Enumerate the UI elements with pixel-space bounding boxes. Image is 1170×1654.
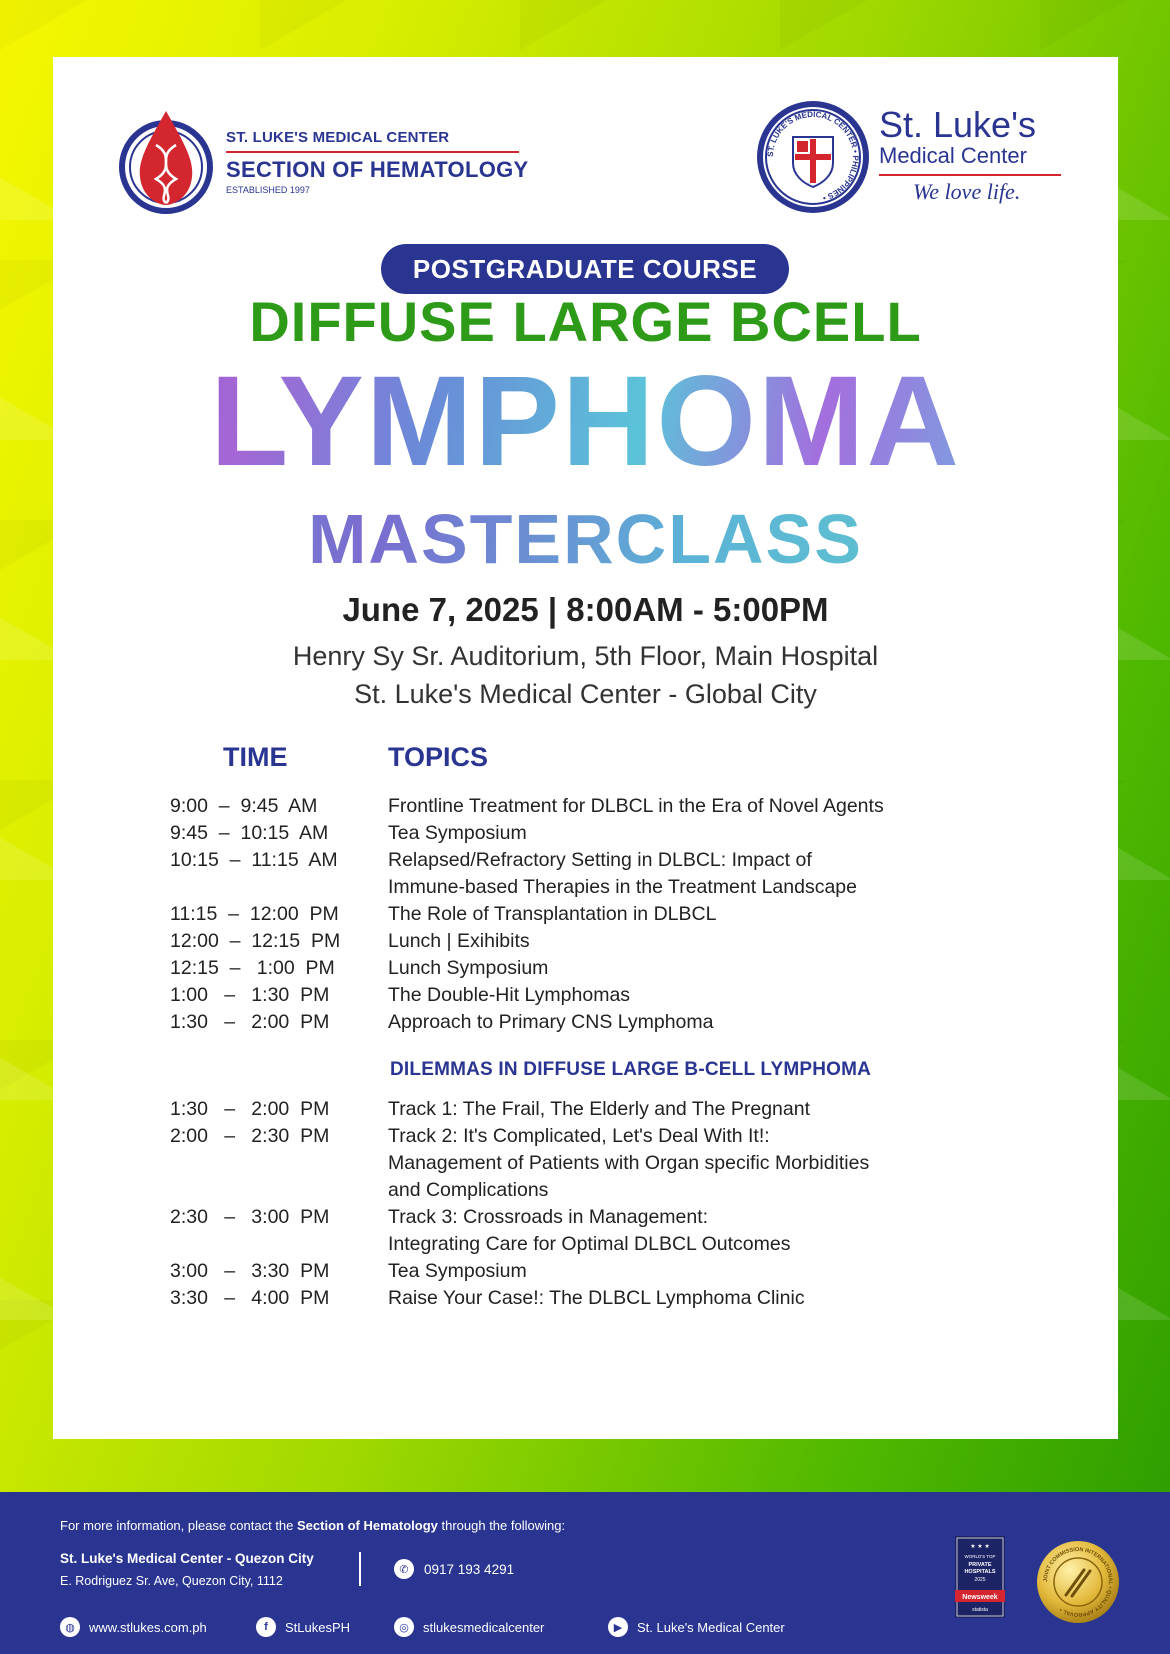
hematology-org: ST. LUKE'S MEDICAL CENTER: [226, 129, 450, 146]
session-topic: [388, 1009, 908, 1036]
topic-line: Track 3: Crossroads in Management:: [388, 1206, 709, 1228]
newsweek-line1: WORLD'S TOP: [964, 1554, 996, 1559]
schedule-row: [53, 928, 1118, 955]
youtube-link[interactable]: [608, 1617, 785, 1637]
website-text: www.stlukes.com.ph: [89, 1619, 207, 1635]
jci-gold-seal-icon: [1036, 1540, 1120, 1624]
phone-number: 0917 193 4291: [424, 1561, 515, 1577]
topic-line: Immune-based Therapies in the Treatment Landscape: [388, 876, 857, 898]
session-time: 1:30 – 2:00 PM: [170, 1011, 330, 1033]
footer: [0, 1492, 1170, 1654]
topic-line: Approach to Primary CNS Lymphoma: [388, 1011, 714, 1033]
session-time: 11:15 – 12:00 PM: [170, 903, 339, 925]
schedule-row: [53, 982, 1118, 1009]
phone-icon: ✆: [394, 1559, 414, 1579]
session-topic: [388, 982, 908, 1009]
schedule-row: [53, 1123, 1118, 1204]
session-time: 12:00 – 12:15 PM: [170, 930, 341, 952]
topic-line: The Role of Transplantation in DLBCL: [388, 903, 717, 925]
newsweek-line2: PRIVATE: [968, 1562, 992, 1568]
session-topic: [388, 901, 908, 928]
newsweek-line3: HOSPITALS: [964, 1569, 996, 1575]
website-link[interactable]: [60, 1617, 207, 1637]
session-time: 2:30 – 3:00 PM: [170, 1206, 330, 1228]
session-topic: [388, 928, 908, 955]
facebook-icon: f: [256, 1617, 276, 1637]
jci-seal-text: JOINT COMMISSION INTERNATIONAL • QUALITY APPROVAL •: [1042, 1546, 1114, 1618]
globe-icon: ◍: [60, 1617, 80, 1637]
dilemmas-header: DILEMMAS IN DIFFUSE LARGE B-CELL LYMPHOMA: [390, 1059, 872, 1080]
slmc-name-line2: Medical Center: [879, 143, 1027, 168]
session-topic: [388, 955, 908, 982]
slmc-seal-icon: [755, 99, 871, 215]
schedule-row: [53, 1009, 1118, 1036]
session-topic: [388, 793, 908, 820]
session-topic: [388, 1258, 908, 1285]
session-topic: [388, 820, 908, 847]
topic-line: Track 2: It's Complicated, Let's Deal With It!:: [388, 1125, 770, 1147]
topic-line: Tea Symposium: [388, 1260, 527, 1282]
location-name: St. Luke's Medical Center - Quezon City: [60, 1551, 314, 1566]
newsweek-year: 2025: [974, 1577, 986, 1583]
topic-line: The Double-Hit Lymphomas: [388, 984, 631, 1006]
hematology-logo: [118, 105, 538, 215]
hematology-section: SECTION OF HEMATOLOGY: [226, 157, 529, 182]
session-topic: [388, 1204, 908, 1258]
schedule-row: [53, 1096, 1118, 1123]
schedule-row: [53, 847, 1118, 901]
morning-schedule: [53, 793, 1118, 1036]
session-topic: [388, 847, 908, 901]
topic-line: Tea Symposium: [388, 822, 527, 844]
youtube-text: St. Luke's Medical Center: [637, 1619, 785, 1635]
topic-line: Relapsed/Refractory Setting in DLBCL: Impact of: [388, 849, 812, 871]
afternoon-schedule: [53, 1096, 1118, 1312]
logo-divider: [226, 151, 519, 153]
schedule-row: [53, 901, 1118, 928]
session-topic: [388, 1285, 908, 1312]
topic-line: and Complications: [388, 1179, 549, 1201]
session-time: 2:00 – 2:30 PM: [170, 1125, 330, 1147]
topic-line: Lunch Symposium: [388, 957, 549, 979]
topic-line: Integrating Care for Optimal DLBCL Outcomes: [388, 1233, 791, 1255]
statista-name: statista: [972, 1607, 988, 1613]
facebook-text: StLukesPH: [285, 1619, 351, 1635]
instagram-text: stlukesmedicalcenter: [423, 1619, 545, 1635]
session-time: 3:30 – 4:00 PM: [170, 1287, 330, 1309]
newsweek-badge-icon: [955, 1536, 1005, 1618]
schedule-row: [53, 1258, 1118, 1285]
session-time: 1:30 – 2:00 PM: [170, 1098, 330, 1120]
topics-header: TOPICS: [388, 742, 489, 772]
footer-intro-tail: through the following:: [437, 1518, 566, 1533]
blood-drop-dna-icon: [118, 105, 214, 215]
hematology-established: ESTABLISHED 1997: [226, 185, 310, 195]
topic-line: Track 1: The Frail, The Elderly and The Pregnant: [388, 1098, 810, 1120]
schedule-row: [53, 1285, 1118, 1312]
session-time: 1:00 – 1:30 PM: [170, 984, 330, 1006]
topic-line: Management of Patients with Organ specific Morbidities: [388, 1152, 870, 1174]
schedule-row: [53, 955, 1118, 982]
slmc-logo: [755, 99, 1075, 219]
footer-intro-bold: Section of Hematology: [297, 1518, 438, 1533]
session-time: 9:00 – 9:45 AM: [170, 795, 318, 817]
session-time: 10:15 – 11:15 AM: [170, 849, 338, 871]
event-venue: [53, 637, 1118, 713]
footer-intro: [60, 1518, 565, 1533]
poster-card: [53, 57, 1118, 1439]
session-time: 9:45 – 10:15 AM: [170, 822, 329, 844]
session-time: 3:00 – 3:30 PM: [170, 1260, 330, 1282]
slmc-name-line1: St. Luke's: [879, 104, 1036, 145]
event-datetime: June 7, 2025 | 8:00AM - 5:00PM: [342, 591, 829, 628]
svg-text:★ ★ ★: ★ ★ ★: [970, 1544, 990, 1550]
schedule-row: [53, 820, 1118, 847]
title-masterclass: MASTERCLASS: [53, 499, 1118, 579]
facebook-link[interactable]: [256, 1617, 350, 1637]
footer-divider: [359, 1552, 361, 1586]
title-lymphoma: LYMPHOMA: [53, 355, 1118, 489]
youtube-icon: ▶: [608, 1617, 628, 1637]
title-line1: DIFFUSE LARGE BCELL: [249, 290, 922, 353]
location-address: E. Rodriguez Sr. Ave, Quezon City, 1112: [60, 1574, 283, 1588]
newsweek-name: Newsweek: [962, 1594, 998, 1601]
session-topic: [388, 1096, 908, 1123]
topic-line: Frontline Treatment for DLBCL in the Era of Novel Agents: [388, 795, 884, 817]
seal-text: ST. LUKE'S MEDICAL CENTER • PHILIPPINES •: [765, 109, 861, 203]
venue-line1: Henry Sy Sr. Auditorium, 5th Floor, Main Hospital: [292, 641, 879, 671]
slmc-divider: [879, 174, 1061, 176]
time-header: TIME: [223, 742, 288, 772]
schedule-row: [53, 793, 1118, 820]
session-topic: [388, 1123, 908, 1204]
session-time: 12:15 – 1:00 PM: [170, 957, 335, 979]
topic-line: Lunch | Exihibits: [388, 930, 530, 952]
instagram-link[interactable]: [394, 1617, 544, 1637]
course-badge: POSTGRADUATE COURSE: [381, 244, 789, 294]
venue-line2: St. Luke's Medical Center - Global City: [354, 679, 817, 709]
phone-contact[interactable]: [394, 1559, 514, 1579]
instagram-icon: ◎: [394, 1617, 414, 1637]
topic-line: Raise Your Case!: The DLBCL Lymphoma Clinic: [388, 1287, 805, 1309]
schedule-row: [53, 1204, 1118, 1258]
slmc-tagline: We love life.: [913, 179, 1021, 204]
footer-intro-text: For more information, please contact the: [60, 1518, 298, 1533]
